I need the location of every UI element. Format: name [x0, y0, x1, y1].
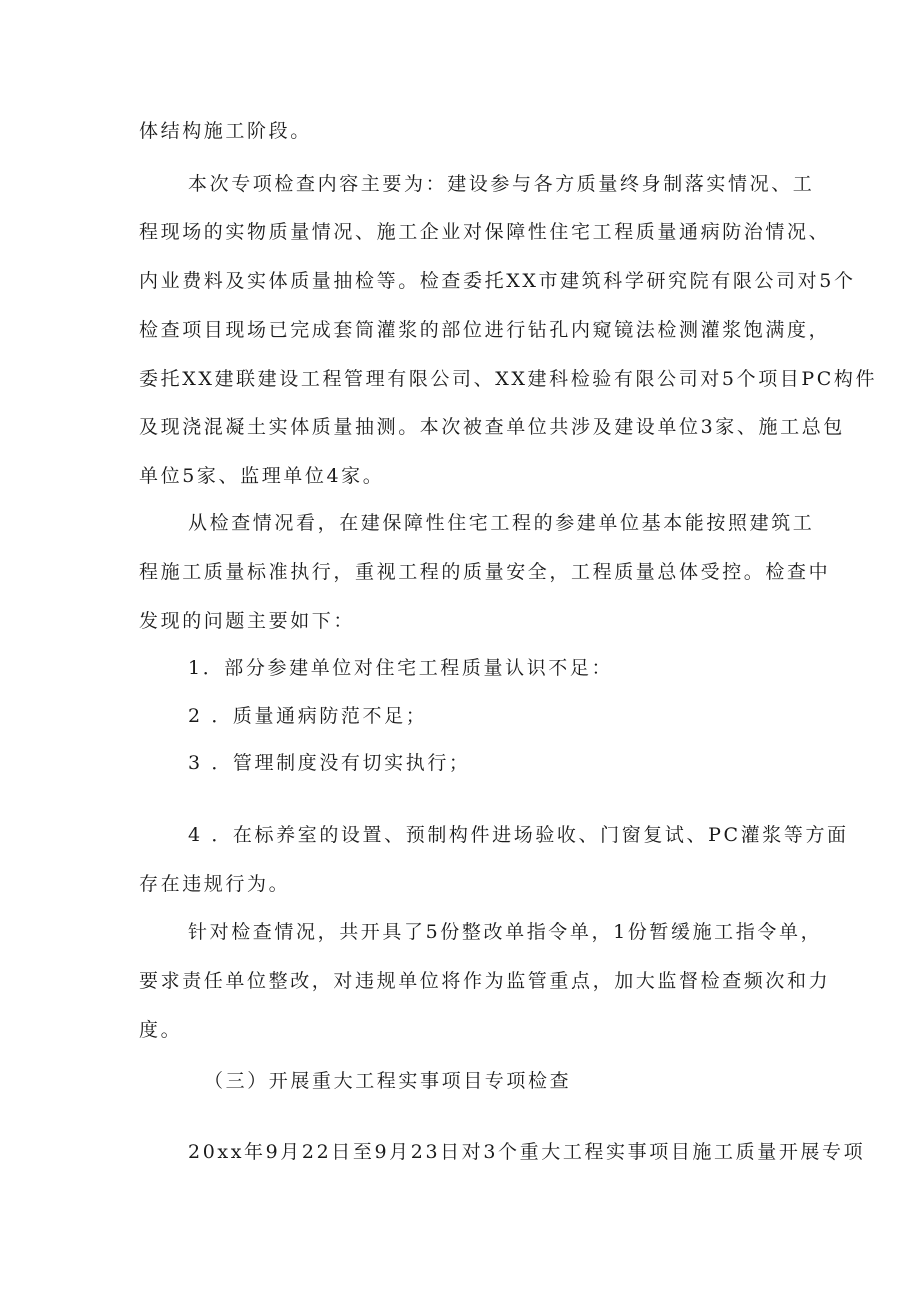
section-heading: （三）开展重大工程实事项目专项检查 [204, 1070, 572, 1092]
line-4: 内业费料及实体质量抽检等。检查委托XX市建筑科学研究院有限公司对5个 [139, 270, 856, 292]
list-item-4: 4 ．在标养室的设置、预制构件进场验收、门窗复试、PC灌浆等方面 [188, 824, 849, 846]
list-item-2: 2 ．质量通病防范不足； [188, 705, 428, 727]
line-8: 单位5家、监理单位4家。 [139, 465, 385, 487]
line-11: 发现的问题主要如下： [139, 610, 356, 632]
line-5: 检查项目现场已完成套筒灌浆的部位进行钻孔内窥镜法检测灌浆饱满度， [139, 319, 831, 341]
line-7: 及现浇混凝土实体质量抽测。本次被查单位共涉及建设单位3家、施工总包 [139, 416, 845, 438]
line-17: 针对检查情况，共开具了5份整改单指令单，1份暂缓施工指令单， [188, 921, 823, 943]
line-9: 从检查情况看，在建保障性住宅工程的参建单位基本能按照建筑工 [188, 512, 815, 534]
line-10: 程施工质量标准执行，重视工程的质量安全，工程质量总体受控。检查中 [139, 561, 831, 583]
list-item-4-cont: 存在违规行为。 [139, 873, 291, 895]
line-19: 度。 [139, 1019, 183, 1041]
list-item-1: 1．部分参建单位对住宅工程质量认识不足： [188, 657, 614, 679]
line-3: 程现场的实物质量情况、施工企业对保障性住宅工程质量通病防治情况、 [139, 221, 831, 243]
line-1: 体结构施工阶段。 [139, 120, 312, 142]
list-item-3: 3 ．管理制度没有切实执行； [188, 752, 471, 774]
line-2: 本次专项检查内容主要为：建设参与各方质量终身制落实情况、工 [188, 173, 815, 195]
line-21: 20xx年9月22日至9月23日对3个重大工程实事项目施工质量开展专项 [188, 1141, 866, 1163]
line-6: 委托XX建联建设工程管理有限公司、XX建科检验有限公司对5个项目PC构件 [139, 368, 878, 390]
line-18: 要求责任单位整改，对违规单位将作为监管重点，加大监督检查频次和力 [139, 970, 831, 992]
